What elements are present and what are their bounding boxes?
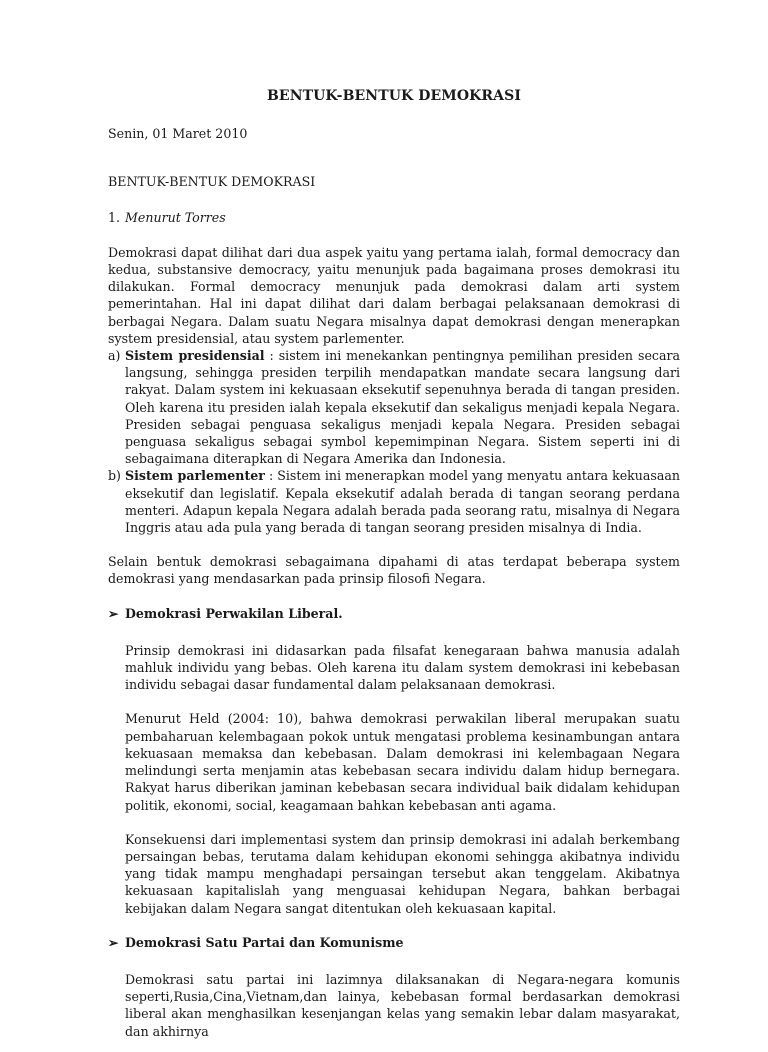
liberal-paragraph: Menurut Held (2004: 10), bahwa demokrasi perwakilan liberal merupakan suatu pembaharuan kelembagaan pokok untuk mengatasi problema kesinambungan antara kekuasaan memaksa dan kebebasan. Dalam demokrasi ini kelembagaan Negara melindungi serta menjamin atas kebebasan secara individu dalam hidup bernegara. Rakyat harus diberikan jaminan kebebasan secara individual baik didalam kehidupan politik, ekonomi, social, keagamaan bahkan kebebasan anti agama. [125, 711, 680, 813]
list-text-presidensial: : sistem ini menekankan pentingnya pemilihan presiden secara langsung, sehingga presiden terpilih mendapatkan mandate secara langsung dari rakyat. Dalam system ini kekuasaan eksekutif sepenuhnya berada di tangan presiden. Oleh karena itu presiden ialah kepala eksekutif dan sekaligus menjadi kepala Negara. Presiden sebagai penguasa sekaligus menjadi kepala Negara. Presiden sebagai penguasa sekaligus sebagai symbol kepemimpinan Negara. Sistem seperti ini di sebagaimana diterapkan di Negara Amerika dan Indonesia. [125, 348, 680, 467]
document-body [108, 88, 680, 1052]
list-text-parlementer: : Sistem ini menerapkan model yang menyatu antara kekuasaan eksekutif dan legislatif. Kepala eksekutif adalah berada di tangan seorang perdana menteri. Adapun kepala Negara adalah berada pada seorang ratu, misalnya di Negara Inggris atau ada pula yang berada di tangan seorang presiden misalnya di India. [125, 468, 680, 536]
heading-komunisme [108, 934, 680, 951]
arrow-bullet-icon: ➢ [108, 934, 119, 950]
list-marker-b: b) [108, 468, 121, 484]
section-1-heading [108, 209, 680, 226]
list-marker-a: a) [108, 348, 121, 364]
heading-liberal [108, 605, 680, 622]
document-title: BENTUK-BENTUK DEMOKRASI [267, 88, 521, 104]
liberal-paragraph: Prinsip demokrasi ini didasarkan pada filsafat kenegaraan bahwa manusia adalah mahluk individu yang bebas. Oleh karena itu dalam system demokrasi ini kebebasan individu sebagai dasar fundamental dalam pelaksanaan demokrasi. [125, 642, 680, 693]
heading-komunisme-text: Demokrasi Satu Partai dan Komunisme [125, 934, 404, 950]
list-item-parlementer [108, 467, 680, 536]
list-term-parlementer: Sistem parlementer [125, 468, 265, 484]
section-1-title: Menurut Torres [125, 209, 226, 225]
komunisme-paragraph: Demokrasi satu partai ini lazimnya dilaksanakan di Negara-negara komunis seperti,Rusia,Cina,Vietnam,dan lainya, kebebasan formal berdasarkan demokrasi liberal akan menghasilkan kesenjangan kelas yang semakin lebar dalam masyarakat, dan akhirnya [125, 971, 680, 1039]
section-1-closing: Selain bentuk demokrasi sebagaimana dipahami di atas terdapat beberapa system demokrasi yang mendasarkan pada prinsip filosofi Negara. [108, 554, 680, 587]
liberal-paragraph: Konsekuensi dari implementasi system dan prinsip demokrasi ini adalah berkembang persaingan bebas, terutama dalam kehidupan ekonomi sehingga akibatnya individu yang tidak mampu menghadapi persaingan tersebut akan tenggelam. Akibatnya kekuasaan kapitalislah yang menguasai kehidupan Negara, bahkan berbagai kebijakan dalam Negara sangat ditentukan oleh kekuasaan kapital. [125, 831, 680, 916]
document-date: Senin, 01 Maret 2010 [108, 126, 248, 142]
heading-liberal-text: Demokrasi Perwakilan Liberal. [125, 605, 343, 621]
list-item-presidensial [108, 347, 680, 467]
section-1-intro: Demokrasi dapat dilihat dari dua aspek yaitu yang pertama ialah, formal democracy dan kedua, substansive democracy, yaitu menunjuk pada bagaimana proses demokrasi itu dilakukan. Formal democracy menunjuk pada demokrasi dalam arti system pemerintahan. Hal ini dapat dilihat dari dalam berbagai pelaksanaan demokrasi di berbagai Negara. Dalam suatu Negara misalnya dapat demokrasi dengan menerapkan system presidensial, atau system parlementer. [108, 244, 680, 346]
list-term-presidensial: Sistem presidensial [125, 348, 265, 364]
arrow-bullet-icon: ➢ [108, 605, 119, 621]
section-subheading: BENTUK-BENTUK DEMOKRASI [108, 174, 316, 190]
section-1-number: 1. [108, 209, 121, 225]
